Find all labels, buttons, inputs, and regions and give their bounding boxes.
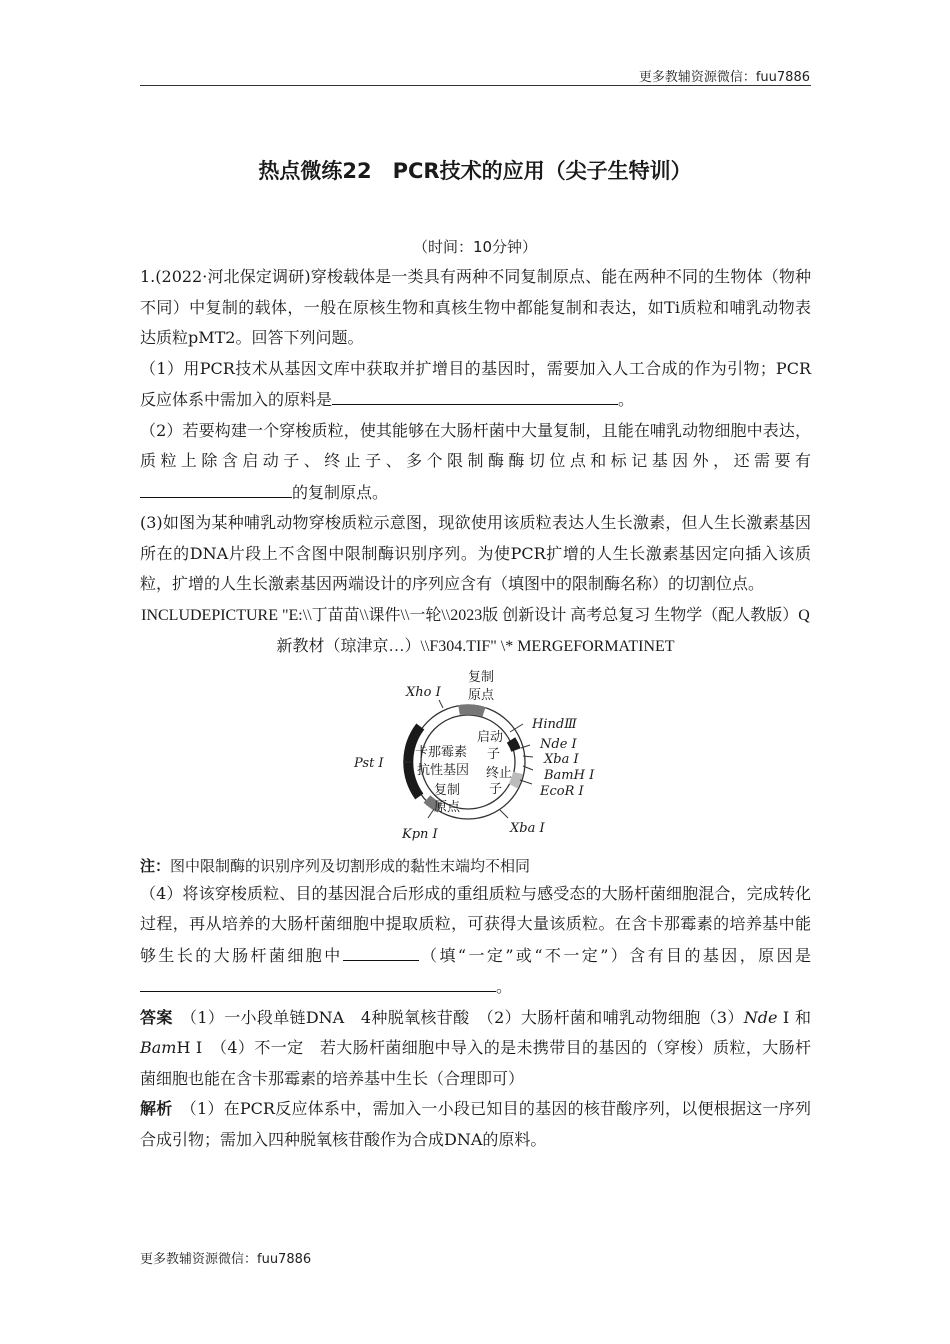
- xho-tick: [439, 700, 443, 708]
- answer-blank-4b: [140, 971, 496, 992]
- answer-label: 答案: [140, 1007, 173, 1027]
- xba2-tick: [500, 810, 508, 818]
- question-4-text-a: （4）将该穿梭质粒、目的基因混合后形成的重组质粒与感受态的大肠杆菌细胞混合，完成转化过程，再从培养的大肠杆菌细胞中提取质粒，可获得大量该质粒。在含卡那霉素的培养基中能够生长的大肠杆菌细胞中: [140, 883, 811, 965]
- figure-note: [140, 853, 811, 879]
- time-limit: （时间：10分钟）: [412, 238, 538, 256]
- question-4-text-b: （填“一定”或“不一定”）含有目的基因，原因是: [418, 945, 811, 965]
- question-4: [140, 879, 811, 1003]
- answer-line-2a: （3）: [700, 1007, 744, 1027]
- plasmid-diagram: [140, 666, 811, 851]
- label-terminator-2: 子: [489, 781, 503, 797]
- label-ori-top-1: 复制: [468, 669, 495, 685]
- answer-line-2b: Ⅰ 和: [777, 1007, 811, 1027]
- figure-note-text: 图中限制酶的识别序列及切割形成的黏性末端均不相同: [170, 856, 531, 875]
- answer-line-2c: H Ⅰ （4）不一定 若大肠杆菌细胞中导入的是未携带目的基因的（穿梭）质粒，大肠杆菌细胞也能在含卡那霉素的培养基中生长（合理即可）: [140, 1038, 811, 1088]
- label-ori-in-1: 复制: [434, 782, 461, 798]
- terminator-segment: [513, 773, 518, 786]
- label-ori-top-2: 原点: [468, 687, 495, 703]
- question-3: (3)如图为某种哺乳动物穿梭质粒示意图，现欲使用该质粒表达人生长激素，但人生长激素基因所在的DNA片段上不含图中限制酶识别序列。为使PCR扩增的人生长激素基因定向插入该质粒，扩增的人生长激素基因两端设计的序列应含有（填图中的限制酶名称）的切割位点。: [140, 513, 811, 593]
- question-2-text-a: （2）若要构建一个穿梭质粒，使其能够在大肠杆菌中大量复制，且能在哺乳动物细胞中表达，质粒上除含启动子、终止子、多个限制酶酶切位点和标记基因外，还需要有: [140, 420, 811, 470]
- answer-line-1: （1）一小段单链DNA 4种脱氧核苷酸 （2）大肠杆菌和哺乳动物细胞: [189, 1007, 701, 1027]
- answer-bam: Bam: [140, 1038, 177, 1057]
- label-eco: EcoR Ⅰ: [540, 783, 584, 799]
- label-kan-2: 抗性基因: [417, 762, 470, 778]
- answer-block: [140, 1003, 811, 1095]
- label-bam: BamH Ⅰ: [544, 767, 595, 783]
- origin-top-segment: [459, 709, 484, 712]
- figure-note-label: 注：: [140, 856, 171, 875]
- label-ori-in-2: 原点: [434, 799, 461, 815]
- question-1-text-b: 作为引物；PCR反应体系中需加入的原料是: [140, 358, 811, 409]
- label-xba1: Xba Ⅰ: [544, 751, 579, 767]
- question-1: [140, 354, 811, 416]
- document-body: [140, 262, 811, 1155]
- analysis-text: （1）在PCR反应体系中，需加入一小段已知目的基因的核苷酸序列，以便根据这一序列合成引物；需加入四种脱氧核苷酸作为合成DNA的原料。: [140, 1099, 811, 1149]
- label-xba2: Xba Ⅰ: [510, 820, 545, 836]
- label-pst: Pst Ⅰ: [354, 755, 384, 771]
- label-kpn: Kpn Ⅰ: [402, 826, 438, 842]
- label-kan-1: 卡那霉素: [415, 744, 468, 760]
- question-4-end: 。: [496, 977, 513, 996]
- page-title: 热点微练22 PCR技术的应用（尖子生特训）: [258, 159, 692, 183]
- answer-blank-2: [140, 477, 292, 498]
- label-hind: HindⅢ: [532, 716, 577, 732]
- label-promoter-2: 子: [487, 746, 501, 762]
- header-divider: [140, 85, 811, 86]
- question-2: [140, 416, 811, 509]
- analysis-block: [140, 1094, 811, 1155]
- question-intro: 1.(2022·河北保定调研)穿梭载体是一类具有两种不同复制原点、能在两种不同的生物体（物种不同）中复制的载体，一般在原核生物和真核生物中都能复制和表达，如Ti质粒和哺乳动物表达质粒pMT2。回答下列问题。: [140, 267, 811, 347]
- question-1-end: 。: [618, 390, 635, 409]
- label-promoter-1: 启动: [477, 729, 504, 745]
- promoter-segment: [511, 740, 516, 750]
- analysis-label: 解析: [140, 1099, 173, 1118]
- include-picture-field: INCLUDEPICTURE "E:\\丁苗苗\\课件\\一轮\\2023版 创新设计 高考总复习 生物学（配人教版）Q新教材（琼津京…）\\F304.TIF" \* MERGEFORMATINET: [141, 606, 810, 655]
- label-terminator-1: 终止: [486, 765, 513, 781]
- answer-nde: Nde: [743, 1007, 778, 1027]
- answer-blank-1: [332, 384, 618, 405]
- header-note: 更多教辅资源微信：fuu7886: [638, 70, 810, 85]
- label-xho: Xho Ⅰ: [406, 684, 441, 700]
- question-2-text-b: 的复制原点。: [292, 482, 389, 502]
- answer-blank-4a: [343, 940, 419, 961]
- question-1-text-a: （1）用PCR技术从基因文库中获取并扩增目的基因时，需要加入人工合成的: [140, 358, 695, 378]
- label-nde: Nde Ⅰ: [540, 736, 577, 752]
- footer-note: 更多教辅资源微信：fuu7886: [140, 1252, 312, 1267]
